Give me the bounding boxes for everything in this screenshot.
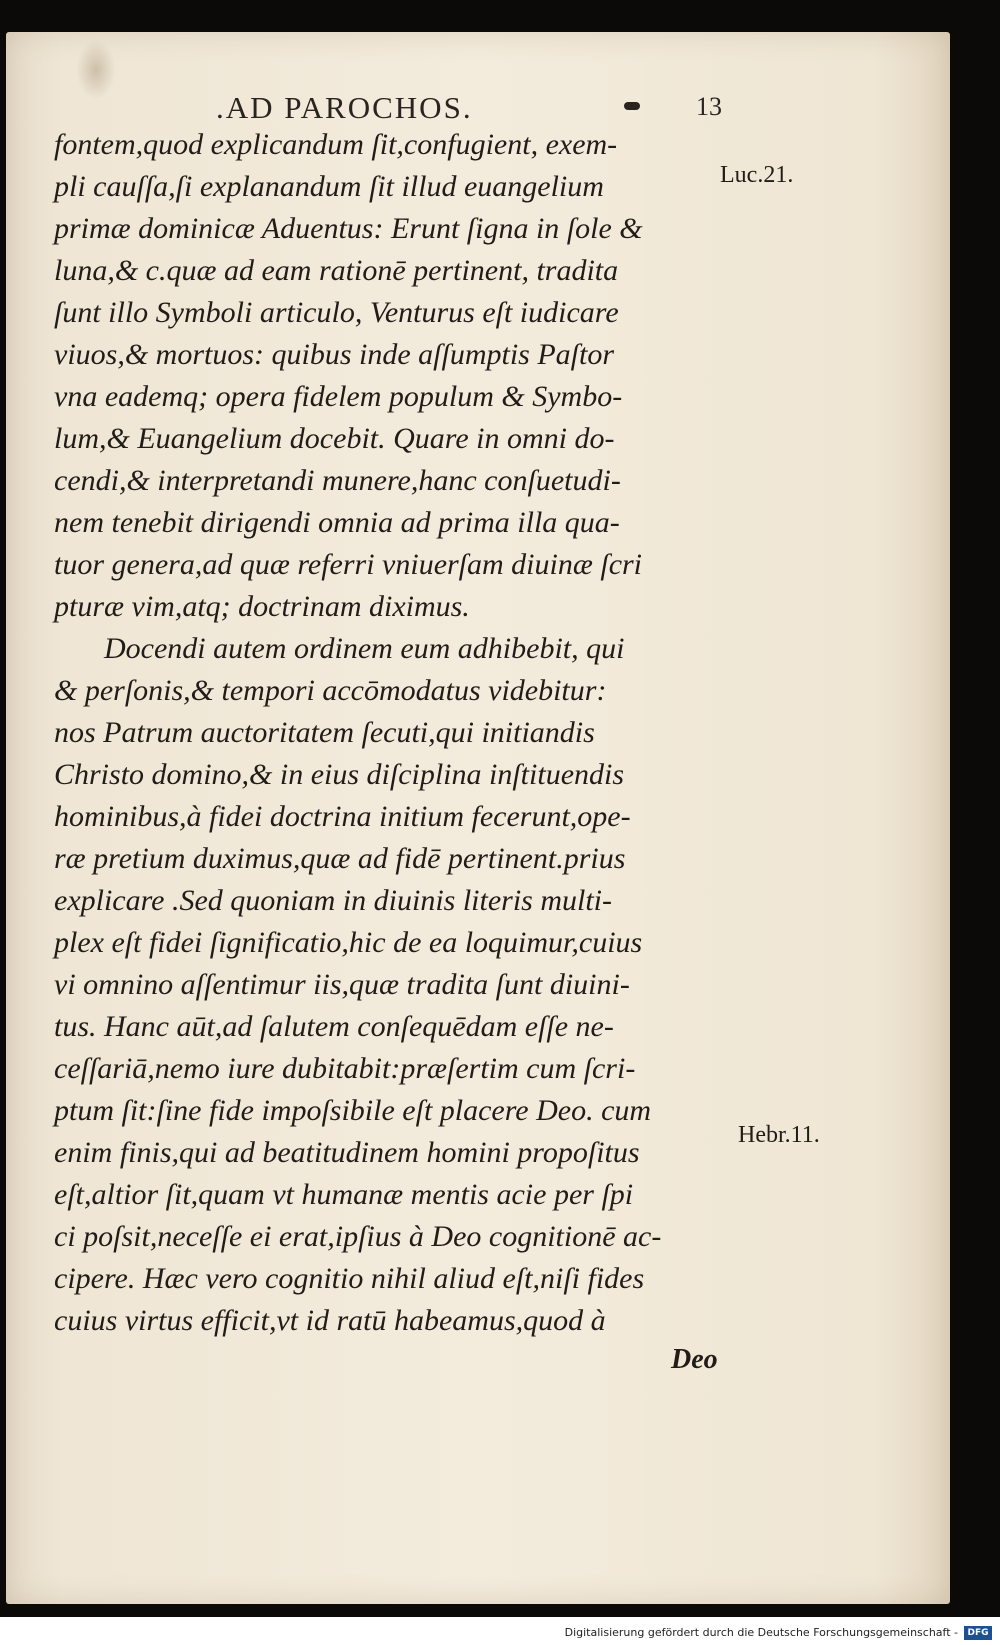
book-page xyxy=(6,32,950,1604)
text-line: Docendi autem ordinem eum adhibebit, qui xyxy=(104,632,625,665)
text-line: luna,& c.quæ ad eam rationē pertinent, tradita xyxy=(54,254,619,287)
text-line: Christo domino,& in eius diſciplina inſtituendis xyxy=(54,758,625,791)
margin-note-luke: Luc.21. xyxy=(720,162,794,188)
text-line: lum,& Euangelium docebit. Quare in omni do- xyxy=(54,422,615,455)
text-line: plex eſt fidei ſignificatio,hic de ea loquimur,cuius xyxy=(54,926,643,959)
text-line: & perſonis,& tempori accōmodatus videbitur: xyxy=(54,674,607,707)
text-line: eſt,altior ſit,quam vt humanæ mentis acie per ſpi xyxy=(54,1178,634,1211)
text-line: enim finis,qui ad beatitudinem homini propoſitus xyxy=(54,1136,640,1169)
text-line: viuos,& mortuos: quibus inde aſſumptis Paſtor xyxy=(54,338,615,371)
text-line: cipere. Hæc vero cognitio nihil aliud eſt,niſi fides xyxy=(54,1262,645,1295)
text-line: nos Patrum auctoritatem ſecuti,qui initiandis xyxy=(54,716,595,749)
text-line: primæ dominicæ Aduentus: Erunt ſigna in ſole & xyxy=(54,212,643,245)
text-line: hominibus,à fidei doctrina initium fecerunt,ope- xyxy=(54,800,631,833)
text-line: pli cauſſa,ſi explanandum ſit illud euangelium xyxy=(54,170,604,203)
text-line: fontem,quod explicandum ſit,confugient, exem- xyxy=(54,128,618,161)
body-text xyxy=(54,124,734,1342)
margin-note-hebrews: Hebr.11. xyxy=(738,1122,820,1148)
text-line: vna eademq; opera fidelem populum & Symbo- xyxy=(54,380,623,413)
running-head: .AD PAROCHOS. xyxy=(216,90,473,125)
funding-credit: Digitalisierung gefördert durch die Deutsche Forschungsgemeinschaft - xyxy=(564,1626,958,1639)
text-line: explicare .Sed quoniam in diuinis literis multi- xyxy=(54,884,612,917)
text-line: tuor genera,ad quæ referri vniuerſam diuinæ ſcri xyxy=(54,548,643,581)
text-line: ptum ſit:ſine fide impoſsibile eſt placere Deo. cum xyxy=(54,1094,652,1127)
dfg-logo: DFG xyxy=(964,1626,992,1640)
text-line: vi omnino aſſentimur iis,quæ tradita ſunt diuini- xyxy=(54,968,630,1001)
page-stain xyxy=(76,40,116,100)
folio-number: 13 xyxy=(696,92,722,121)
text-line: ræ pretium duximus,quæ ad fidē pertinent.prius xyxy=(54,842,626,875)
text-line: cuius virtus efficit,vt id ratū habeamus,quod à xyxy=(54,1304,606,1337)
text-line: cendi,& interpretandi munere,hanc conſuetudi- xyxy=(54,464,621,497)
catchword: Deo xyxy=(671,1344,718,1375)
text-line: ceſſariā,nemo iure dubitabit:præſertim cum ſcri- xyxy=(54,1052,636,1085)
text-line: nem tenebit dirigendi omnia ad prima illa qua- xyxy=(54,506,620,539)
digitization-footer xyxy=(0,1617,1000,1645)
text-line: ci poſsit,neceſſe ei erat,ipſius à Deo cognitionē ac- xyxy=(54,1220,662,1253)
text-line: ſunt illo Symboli articulo, Venturus eſt iudicare xyxy=(54,296,619,329)
text-line: pturæ vim,atq; doctrinam diximus. xyxy=(54,590,470,623)
text-line: tus. Hanc aūt,ad ſalutem conſequēdam eſſe ne- xyxy=(54,1010,614,1043)
ornament-dash xyxy=(624,102,640,110)
